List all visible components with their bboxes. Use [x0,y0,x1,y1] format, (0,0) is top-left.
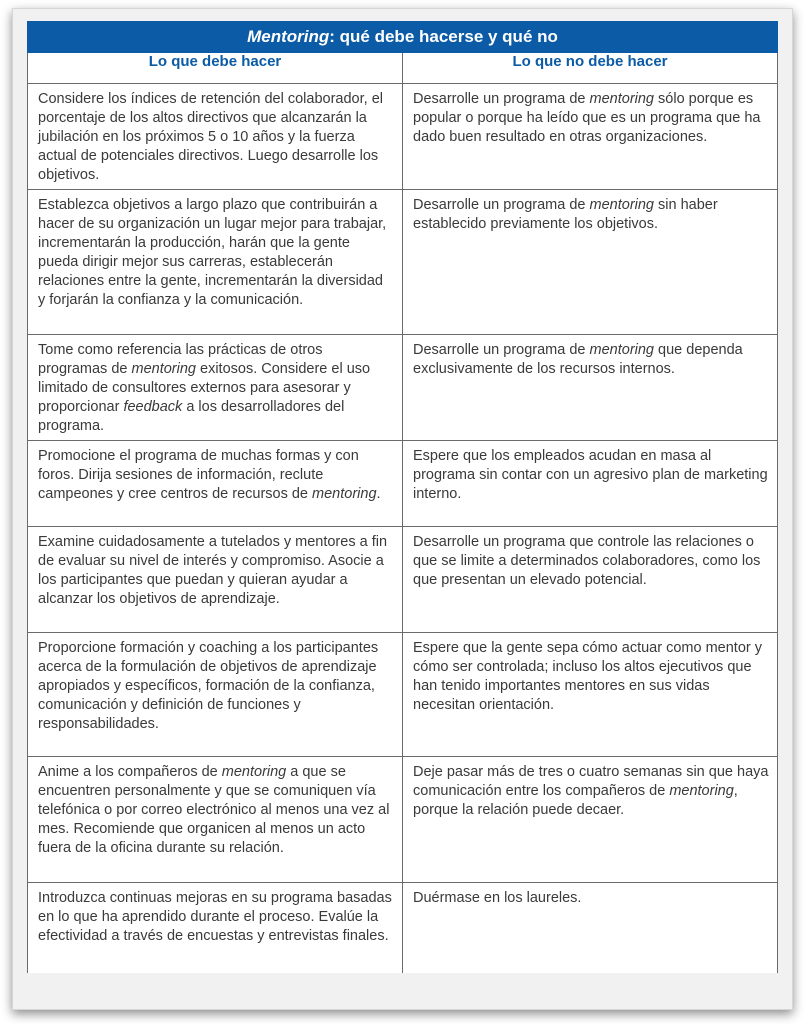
cell-text-italic: mentoring [221,764,287,780]
cell-text: Deje pasar más de tres o cuatro semanas sin que haya comunicación entre los compañeros de [413,764,769,799]
header-dont: Lo que no debe hacer [403,53,778,84]
dont-cell [403,441,778,527]
cell-text: Tome como referencia las prácticas de otros programas de [38,342,323,377]
cell-text: , porque la relación puede decaer. [413,783,738,818]
do-cell [28,335,403,441]
dont-cell [403,633,778,757]
cell-text: Espere que la gente sepa cómo actuar como mentor y cómo ser controlada; incluso los altos ejecutivos que han tenido importantes mentores en sus vidas necesitan orientación. [413,640,762,713]
cell-text-italic: mentoring [589,342,654,358]
cell-text: a los desarrolladores del programa. [38,399,345,434]
dont-cell [403,335,778,441]
cell-text: Duérmase en los laureles. [413,890,582,906]
table-row [28,527,778,633]
dont-cell [403,84,778,190]
cell-text-italic: mentoring [131,361,196,377]
dont-cell [403,757,778,883]
cell-text: exitosos. Considere el uso limitado de consultores externos para asesorar y proporcionar [38,361,371,415]
do-cell [28,190,403,335]
do-cell [28,757,403,883]
cell-text: Desarrolle un programa de [413,197,590,213]
cell-text-italic: mentoring [589,197,654,213]
table-body [28,84,778,973]
table-row [28,84,778,190]
table-row [28,883,778,973]
cell-text: Anime a los compañeros de [38,764,222,780]
do-cell [28,633,403,757]
table-row [28,757,778,883]
table-header-row [28,53,778,84]
table-row [28,190,778,335]
cell-text: Examine cuidadosamente a tutelados y mentores a fin de evaluar su nivel de interés y compromiso. Asocie a los participantes que puedan y quieran ayudar a alcanzar los objetivos de aprendizaje. [38,534,388,607]
cell-text-italic: mentoring [312,486,377,502]
dont-cell [403,883,778,973]
do-cell [28,84,403,190]
cell-text: Desarrolle un programa de [413,342,590,358]
table-title-rest: : qué debe hacerse y qué no [329,27,558,46]
table-title [27,21,778,53]
cell-text: Introduzca continuas mejoras en su programa basadas en lo que ha aprendido durante el proceso. Evalúe la efectividad a través de encuestas y entrevistas finales. [38,890,392,944]
mentoring-table [27,53,778,973]
cell-text-italic: feedback [123,399,183,415]
table-title-italic: Mentoring [247,27,330,46]
cell-text: Proporcione formación y coaching a los participantes acerca de la formulación de objetivos de aprendizaje apropiados y específicos, formación de la confianza, comunicación y definición de funciones y responsabilidades. [38,640,379,732]
do-cell [28,883,403,973]
cell-text: sólo porque es popular o porque ha leído que es un programa que ha dado buen resultado en otras organizaciones. [413,91,761,145]
cell-text: Desarrolle un programa de [413,91,590,107]
table-row [28,633,778,757]
header-do: Lo que debe hacer [28,53,403,84]
cell-text: a que se encuentren personalmente y que se comuniquen vía telefónica o por correo electrónico al menos una vez al mes. Recomiende que organicen al menos un acto fuera de la oficina durante su relación. [38,764,390,856]
cell-text: sin haber establecido previamente los objetivos. [413,197,718,232]
cell-text: Establezca objetivos a largo plazo que contribuirán a hacer de su organización un lugar mejor para trabajar, incrementarán la producción, harán que la gente pueda dirigir mejor sus carreras, establecerán relaciones entre la gente, incrementarán la diversidad y forjarán la confianza y la comunicación. [38,197,387,308]
cell-text: Considere los índices de retención del colaborador, el porcentaje de los altos directivos que alcanzarán la jubilación en los próximos 5 o 10 años y la fuerza actual de potenciales directivos. Luego desarrolle los objetivos. [38,91,383,183]
mentoring-table-sheet [27,21,778,973]
cell-text: Promocione el programa de muchas formas y con foros. Dirija sesiones de información, reclute campeones y cree centros de recursos de [38,448,359,502]
do-cell [28,527,403,633]
cell-text: que dependa exclusivamente de los recursos internos. [413,342,743,377]
do-cell [28,441,403,527]
dont-cell [403,527,778,633]
cell-text: . [376,486,381,502]
page-frame [12,8,793,1010]
cell-text: Espere que los empleados acudan en masa al programa sin contar con un agresivo plan de marketing interno. [413,448,768,502]
table-row [28,441,778,527]
table-row [28,335,778,441]
cell-text-italic: mentoring [589,91,654,107]
cell-text: Desarrolle un programa que controle las relaciones o que se limite a determinados colaboradores, como los que presentan un elevado potencial. [413,534,761,588]
dont-cell [403,190,778,335]
cell-text-italic: mentoring [669,783,734,799]
